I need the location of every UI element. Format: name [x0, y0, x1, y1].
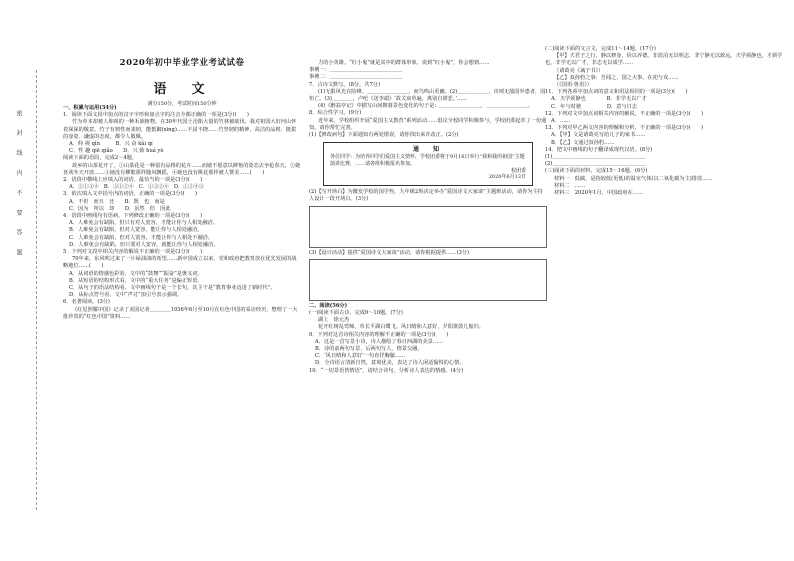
question-text: (1)＿＿＿＿＿＿＿＿＿＿＿＿＿＿＿＿＿＿ — [545, 154, 646, 161]
question-text: (一)阅读下面古诗，完成9～10题。(7分) — [309, 310, 403, 317]
answer-option: A．人难免会有缺陷，但只有对人宽容，才能让你与人相处融洽。 — [69, 220, 218, 227]
answer-option: B．人难免会有缺陷，但对人宽容，能让你与人相处融洽。 — [69, 227, 203, 234]
question-text: 1．阅读下面文段中加点的汉字字形和加点字的注音全都正确的一项是(3分)( ) — [63, 112, 249, 119]
subject-title: 语 文 — [153, 82, 211, 97]
section-heading: 一、积累与运用(34分) — [63, 105, 117, 111]
question-text: 5．下列对文段中相关内容的解说不正确的一项是(3分)( ) — [63, 249, 203, 256]
question-text: 故乡的山茶花开了。①山茶花是一种很有品格的花卉……而她不愿意以鲜艳的姿态去争抢春天，②她喜欢冬天开放……③她没有柳絮那样随风飘摇，④她也没有桃花那样被人赞美……( ) — [63, 162, 301, 176]
answer-box[interactable] — [309, 206, 547, 248]
score-note: 满分150分，考试时间150分钟 — [147, 101, 217, 107]
question-text: 6．名著阅读。(3分) — [63, 299, 110, 306]
question-text: (2)＿＿＿＿＿＿＿＿＿＿＿＿＿＿＿＿＿＿ — [545, 161, 646, 168]
question-text: 材料三 2020年1月，中国政府在…… — [554, 190, 644, 197]
notice-body: 各位同学：为培养同学们爱国主义情怀，学校团委将于9月16日举行“我和我的祖国”主题演讲比赛，……请各班积极报名参加。 — [330, 154, 525, 167]
notice-box — [323, 142, 533, 186]
answer-option: A．这是一首写景小诗，诗人描绘了春日西湖的美景…… — [315, 338, 444, 345]
question-text: 14．把文中画线的句子翻译成现代汉语。(8分) — [545, 146, 653, 153]
answer-option: B．从短语的结构形式看，文中的“重大任务”是偏正短语。 — [69, 277, 203, 284]
question-text: (1)【修改病句】下面通知有两处错误，请你找出来并改正。(2分) — [309, 132, 459, 139]
question-text: 9．下列对这首诗相关内容的理解不正确的一项是(3分)( ) — [309, 331, 449, 338]
question-text: 11．下列各项中加点词的意义和用法相同的一项是(3分)( ) — [545, 89, 688, 96]
answer-option: C．从句子的语法结构看，文中画线句子是一个长句，其主干是“教育事业迈进了新时代”。 — [69, 285, 276, 292]
question-text: (三)阅读下面的材料，完成15～16题。(6分) — [545, 168, 648, 175]
question-text: (1)无限风光在险峰。＿＿＿＿＿＿＿＿，而鸟鸣山更幽。(2)＿＿＿＿＿＿，出则无敌国外患者，国恒亡。(3)＿＿＿＿，卢纶《送李端》‘故关衰草遍，离别自堪悲。’…… — [309, 88, 546, 103]
question-text: 《红星照耀中国》记录了美国记者＿＿＿＿1936年6月至10月在红色中国的采访经历，整理了一大批珍贵的“红色中国”资料…… — [63, 306, 298, 320]
question-text: 12．下列对文中加点词相关内容的解说，不正确的一项是(3分)( ) — [545, 110, 704, 117]
question-text: 花开红树乱莺啼，草长平湖白鹭飞。风日晴和人意好，夕阳箫鼓几船归。 — [318, 324, 485, 331]
answer-option: A．夫学须静也 B．非学无以广才 — [551, 96, 647, 103]
section-heading: 二、阅读(56分) — [309, 302, 348, 309]
question-text: （《国语·鲁语》） — [554, 82, 592, 89]
notice-date: 2020年6月13日 — [488, 174, 526, 181]
question-text: 阅读下面的语段，完成2～4题。 — [63, 155, 138, 162]
question-text: 10．“一切景语皆情语”，请结合诗句，分析诗人表达的情感。(4分) — [309, 367, 464, 374]
answer-option: A．…… — [551, 118, 571, 125]
answer-option: B．诗的前两句写景，后两句写人，情景交融。 — [315, 346, 423, 353]
answer-option: C．人难免会有缺陷，但对人宽容，才能让你与人相处不融洽。 — [69, 234, 214, 241]
question-text: (2)【写开场白】为激发学校的国学热，九年级2班决定举办“爱国诗文大家谈”主题班活动，请你为主持人设计一段开场白。(3分) — [309, 189, 543, 203]
answer-option: C．因为 所以 却 D．虽然 但 因此 — [69, 205, 171, 212]
column-3 — [545, 46, 783, 197]
question-text: 70年来，东风吹过来了一片绿油油的希望……新中国成立以来，党和政府把教育放在优先发展的战略地位……( ) — [63, 256, 297, 270]
answer-option: D．全诗语言清新自然，意境优美，表达了诗人闲适愉悦的心情。 — [315, 360, 465, 367]
answer-option: C．‘风日晴和人意好’一句直抒胸臆…… — [315, 353, 406, 360]
answer-option: A．【甲】文是诸葛亮写给儿子的家书…… — [551, 132, 646, 139]
answer-box[interactable] — [309, 259, 547, 301]
question-text: 7．古诗文默写。(8分，共7分) — [309, 81, 381, 88]
answer-option: D．人难免会有缺陷，但只要对人宽容，就能让你与人相处融洽。 — [69, 241, 219, 248]
question-text: 事例一：＿＿＿＿＿＿＿＿＿＿＿＿＿＿ — [309, 67, 403, 74]
column-1 — [63, 104, 301, 321]
binding-text: 密 封 线 内 不 要 答 题 — [15, 110, 22, 262]
question-text: 竹为草本却被人仰视的一种禾族植物。在30年代国土沦陷大量的竹林被砍伐，我对祖国大好河山怀着深深的敬意。竹子有韧性而柔韧，能抵御(xīng)……不屈不挠……竹坚韧的精神、高洁的品格、挺拔的身姿、谦虚的态度，都令人敬佩。 — [63, 119, 297, 140]
exam-header — [63, 56, 301, 107]
question-text: (二)阅读下面的文言文，完成11～14题。(17分) — [545, 46, 656, 52]
answer-option: D．从标点符号看，文中“声讨”加引号表示强调。 — [69, 292, 183, 299]
answer-option: B．【乙】文通过叔孙豹…… — [551, 139, 615, 146]
question-text: 湖上 徐元杰 — [318, 317, 350, 324]
question-text: 材料二 …… — [554, 182, 586, 189]
answer-option: A．仰 视 qǐn B．兴 奋 kǎi qí — [69, 141, 153, 148]
answer-option: C．性 趣 qiē qiǎo D．兴 致 huá yè — [69, 148, 164, 155]
question-text: (4)《醉翁亭记》中描写山间朝暮景色变化的句子是：＿＿＿＿＿＿＿＿，＿＿＿＿＿＿＿＿。 — [318, 103, 533, 110]
answer-option: A．②①③④ B．③①②④ C．①③②④ D．①②④③ — [69, 184, 204, 191]
exam-title: 2020年初中毕业学业考试试卷 — [119, 58, 245, 68]
question-text: (3)【设计活动】提供“爱国诗文大家谈”活动，请你根据提供……(3分) — [309, 249, 470, 256]
notice-signer: 校团委 — [510, 167, 526, 174]
column-2 — [309, 60, 547, 375]
answer-option: A．从词语的情感色彩看，文中的“鼓舞”“振奋”是褒义词。 — [69, 270, 203, 277]
question-text: 3．依次填入文中括号内的词语，正确的一项是(3分)( ) — [63, 191, 198, 198]
answer-option: A．不但 而且 还 B．既 也 而是 — [69, 198, 165, 205]
question-text: 2．语段中横线上应填入的词语，最恰当的一项是(3分)( ) — [63, 177, 203, 184]
question-text: 【乙】叔孙豹之事：吾闻之，国之大事，在祀与戎…… — [554, 74, 679, 81]
question-text: 事例二：＿＿＿＿＿＿＿＿＿＿＿＿＿＿ — [309, 74, 403, 81]
question-text: 4．语段中画线句有语病，下列修改正确的一项是(3分)( ) — [63, 213, 203, 220]
question-text: 材料一 低碳，是指较低(更低)的温室气体(以二氧化碳为主)排放…… — [554, 175, 713, 182]
question-text: 近年来，学校组织开展“爱国主义教育”系列活动……倡议全校同学积极参与，学校团委起草了一份通知，请你帮忙完善。 — [309, 117, 547, 131]
question-text: 力的小英雄。“红小鬼”就是其中的群体形象，说到“红小鬼”，你会想到…… — [318, 60, 490, 66]
question-text: （诸葛亮《诫子书》） — [554, 67, 604, 74]
question-text: 【甲】夫君子之行，静以修身，俭以养德。非淡泊无以明志，非宁静无以致远。夫学须静也，才须学也，非学无以广才，非志无以成学…… — [545, 53, 783, 67]
notice-title: 通 知 — [412, 146, 443, 154]
question-text: 13．下列对甲乙两文内容的理解和分析，不正确的一项是(3分)( ) — [545, 125, 704, 132]
answer-option: C．年与时驰 D．意与日去 — [551, 103, 637, 110]
question-text: 8．综合性学习。(9分) — [309, 110, 362, 117]
